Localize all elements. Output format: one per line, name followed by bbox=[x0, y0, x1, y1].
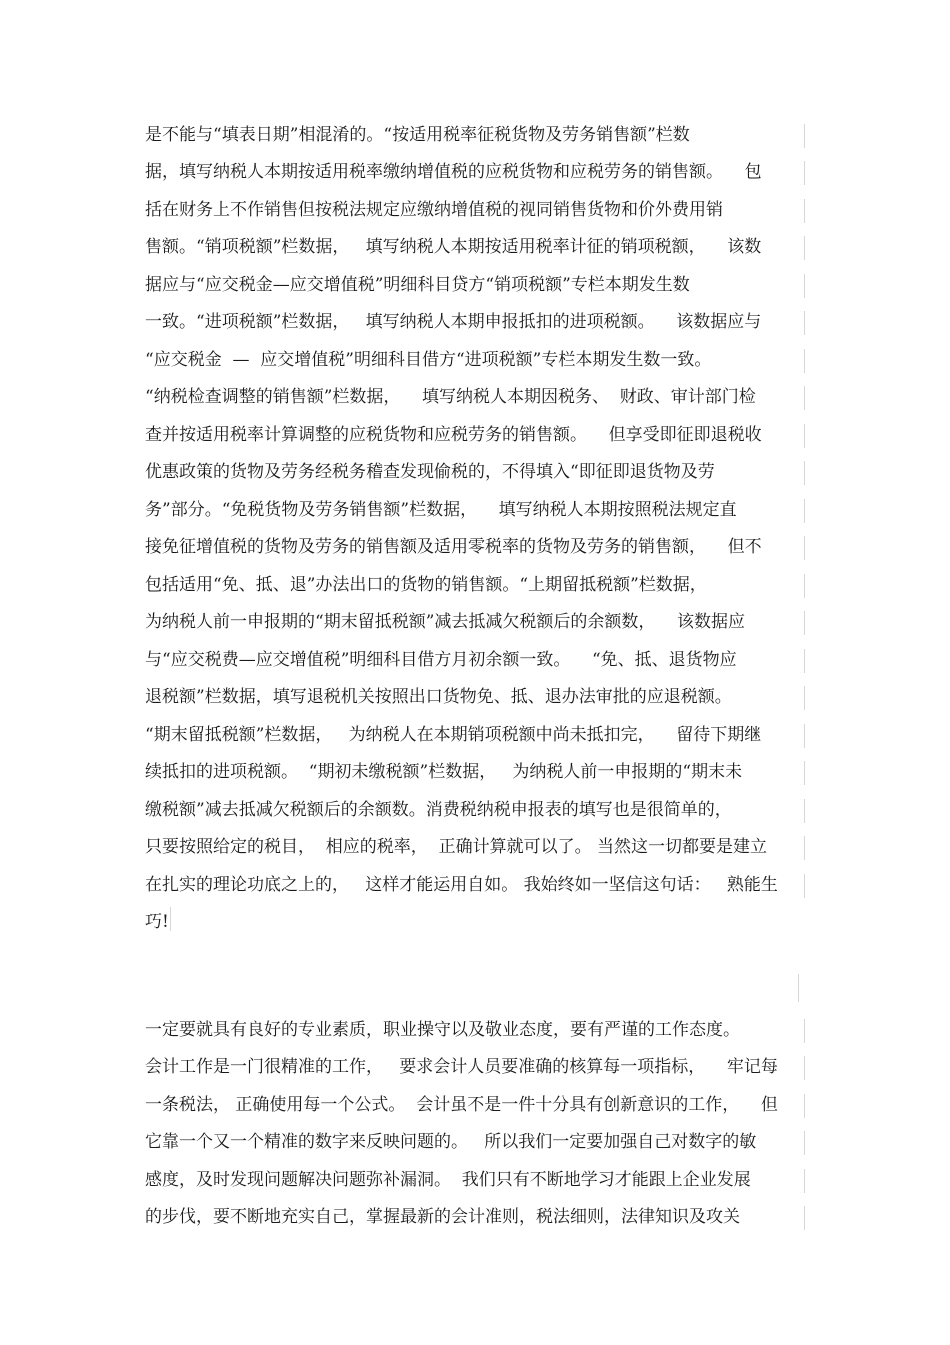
text-line: 查并按适用税率计算调整的应税货物和应税劳务的销售额。 但享受即征即退税收 bbox=[145, 420, 805, 450]
text-line: “期末留抵税额”栏数据， 为纳税人在本期销项税额中尚未抵扣完， 留待下期继 bbox=[145, 720, 805, 750]
text-line: 务”部分。“免税货物及劳务销售额”栏数据， 填写纳税人本期按照税法规定直 bbox=[145, 495, 805, 525]
text-line: 一定要就具有良好的专业素质，职业操守以及敬业态度，要有严谨的工作态度。 bbox=[145, 1015, 805, 1045]
text-line: 接免征增值税的货物及劳务的销售额及适用零税率的货物及劳务的销售额， 但不 bbox=[145, 532, 805, 562]
text-line: 它靠一个又一个精准的数字来反映问题的。 所以我们一定要加强自己对数字的敏 bbox=[145, 1127, 805, 1157]
text-line: 只要按照给定的税目， 相应的税率， 正确计算就可以了。 当然这一切都要是建立 bbox=[145, 832, 805, 862]
section-heading-row bbox=[145, 972, 805, 1004]
text-line: “纳税检查调整的销售额”栏数据， 填写纳税人本期因税务、 财政、审计部门检 bbox=[145, 382, 805, 412]
text-line: 缴税额”减去抵减欠税额后的余额数。消费税纳税申报表的填写也是很简单的， bbox=[145, 795, 805, 825]
text-line: 为纳税人前一申报期的“期末留抵税额”减去抵减欠税额后的余额数， 该数据应 bbox=[145, 607, 805, 637]
text-line: 续抵扣的进项税额。 “期初未缴税额”栏数据， 为纳税人前一申报期的“期末未 bbox=[145, 757, 805, 787]
text-line: 一致。“进项税额”栏数据， 填写纳税人本期申报抵扣的进项税额。 该数据应与 bbox=[145, 307, 805, 337]
text-line: 在扎实的理论功底之上的， 这样才能运用自如。 我始终如一坚信这句话： 熟能生 bbox=[145, 870, 805, 900]
text-line: “应交税金 — 应交增值税”明细科目借方“进项税额”专栏本期发生数一致。 bbox=[145, 345, 805, 375]
text-line: 据，填写纳税人本期按适用税率缴纳增值税的应税货物和应税劳务的销售额。 包 bbox=[145, 157, 805, 187]
text-line: 括在财务上不作销售但按税法规定应缴纳增值税的视同销售货物和价外费用销 bbox=[145, 195, 805, 225]
text-line: 优惠政策的货物及劳务经税务稽查发现偷税的，不得填入“即征即退货物及劳 bbox=[145, 457, 805, 487]
text-line: 包括适用“免、抵、退”办法出口的货物的销售额。“上期留抵税额”栏数据， bbox=[145, 570, 805, 600]
text-line: 的步伐，要不断地充实自己，掌握最新的会计准则，税法细则，法律知识及攻关 bbox=[145, 1202, 805, 1232]
text-line: 是不能与“填表日期”相混淆的。“按适用税率征税货物及劳务销售额”栏数 bbox=[145, 120, 805, 150]
text-line: 与“应交税费—应交增值税”明细科目借方月初余额一致。 “免、抵、退货物应 bbox=[145, 645, 805, 675]
text-line: 退税额”栏数据，填写退税机关按照出口货物免、抵、退办法审批的应退税额。 bbox=[145, 682, 805, 712]
text-line: 据应与“应交税金—应交增值税”明细科目贷方“销项税额”专栏本期发生数 bbox=[145, 270, 805, 300]
text-line: 感度，及时发现问题解决问题弥补漏洞。 我们只有不断地学习才能跟上企业发展 bbox=[145, 1165, 805, 1195]
text-cursor-mark bbox=[170, 907, 171, 931]
text-line: 会计工作是一门很精准的工作， 要求会计人员要准确的核算每一项指标， 牢记每 bbox=[145, 1052, 805, 1082]
text-line: 一条税法， 正确使用每一个公式。 会计虽不是一件十分具有创新意识的工作， 但 bbox=[145, 1090, 805, 1120]
text-line: 售额。“销项税额”栏数据， 填写纳税人本期按适用税率计征的销项税额， 该数 bbox=[145, 232, 805, 262]
text-line-last: 巧! bbox=[145, 912, 169, 932]
